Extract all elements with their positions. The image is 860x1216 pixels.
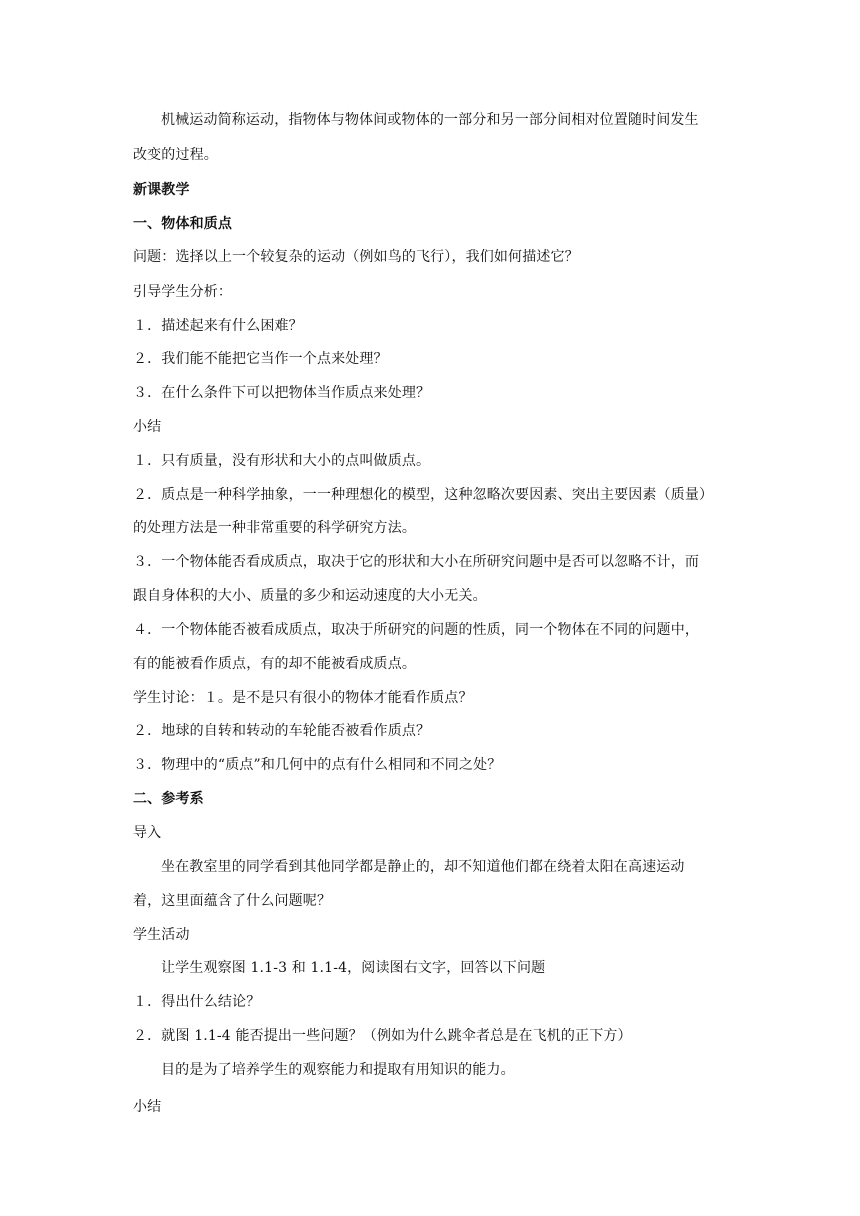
question-line: 问题：选择以上一个较复杂的运动（例如鸟的飞行），我们如何描述它？	[133, 249, 579, 265]
section-heading-object-and-particle: 一、物体和质点	[133, 216, 233, 232]
list-item: １．只有质量，没有形状和大小的点叫做质点。	[133, 453, 431, 469]
student-discussion-line: 学生讨论：１。是不是只有很小的物体才能看作质点？	[133, 690, 473, 706]
intro-paragraph-line-2: 改变的过程。	[133, 147, 218, 163]
student-activity-label: 学生活动	[133, 927, 190, 943]
list-item: ３．一个物体能否看成质点，取决于它的形状和大小在所研究问题中是否可以忽略不计，而	[133, 554, 699, 570]
list-item-continuation: 的处理方法是一种非常重要的科学研究方法。	[133, 520, 416, 536]
purpose-line: 目的是为了培养学生的观察能力和提取有用知识的能力。	[161, 1062, 515, 1078]
introduction-paragraph-line-2: 着，这里面蕴含了什么问题呢？	[133, 893, 332, 909]
list-item-continuation: 跟自身体积的大小、质量的多少和运动速度的大小无关。	[133, 588, 487, 604]
guide-analysis-label: 引导学生分析：	[133, 284, 233, 300]
list-item: ２．质点是一种科学抽象，一一种理想化的模型，这种忽略次要因素、突出主要因素（质量）	[133, 487, 714, 503]
summary-label-2: 小结	[133, 1099, 162, 1115]
section-heading-new-lesson: 新课教学	[133, 182, 190, 198]
list-item: ２．就图 1.1-4 能否提出一些问题？（例如为什么跳伞者总是在飞机的正下方）	[133, 1028, 632, 1044]
list-item: ２．地球的自转和转动的车轮能否被看作质点？	[133, 723, 431, 739]
list-item: １．描述起来有什么困难？	[133, 318, 303, 334]
summary-label: 小结	[133, 419, 162, 435]
list-item: １．得出什么结论？	[133, 994, 261, 1010]
intro-paragraph-line-1: 机械运动简称运动，指物体与物体间或物体的一部分和另一部分间相对位置随时间发生	[161, 112, 699, 128]
list-item: ４．一个物体能否被看成质点，取决于所研究的问题的性质，同一个物体在不同的问题中，	[133, 622, 699, 638]
list-item-continuation: 有的能被看作质点，有的却不能被看成质点。	[133, 656, 416, 672]
activity-instruction: 让学生观察图 1.1-3 和 1.1-4，阅读图右文字，回答以下问题	[161, 960, 546, 976]
introduction-paragraph-line-1: 坐在教室里的同学看到其他同学都是静止的，却不知道他们都在绕着太阳在高速运动	[161, 859, 685, 875]
list-item: ２．我们能不能把它当作一个点来处理？	[133, 351, 388, 367]
introduction-label: 导入	[133, 825, 162, 841]
list-item: ３．物理中的“质点”和几何中的点有什么相同和不同之处？	[133, 757, 502, 773]
list-item: ３．在什么条件下可以把物体当作质点来处理？	[133, 385, 431, 401]
section-heading-reference-frame: 二、参考系	[133, 791, 204, 807]
